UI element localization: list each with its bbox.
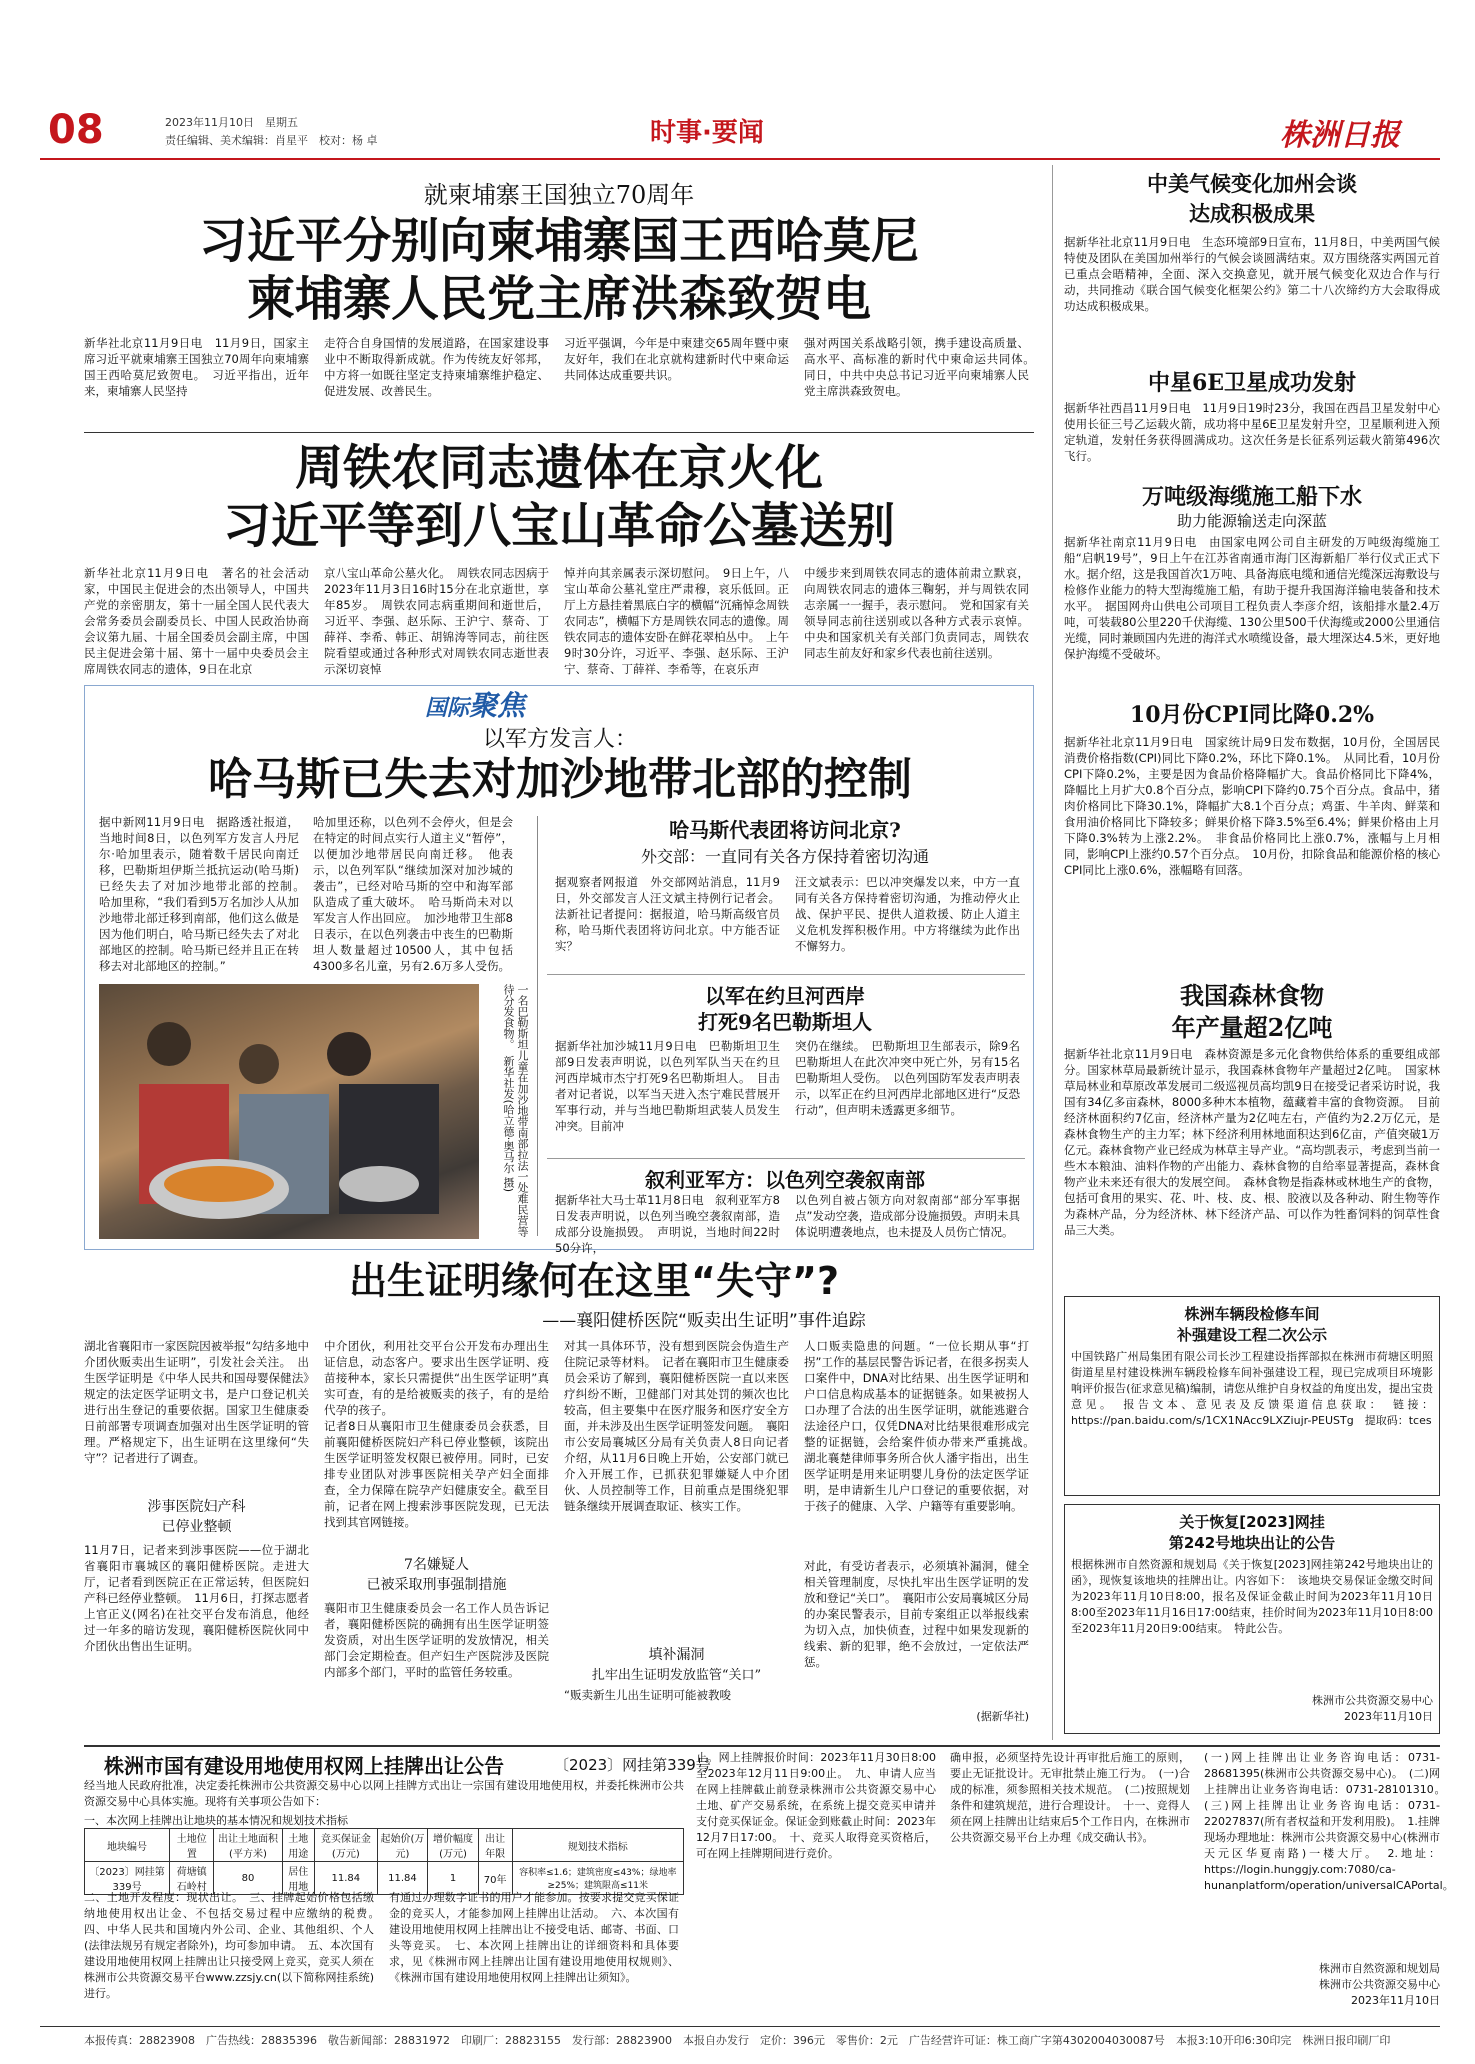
- brief-5-title-2: 年产量超2亿吨: [1171, 1013, 1333, 1042]
- col-header: 竞买保证金(万元): [315, 1829, 377, 1862]
- body-col-1: 新华社北京11月9日电 著名的社会活动家，中国民主促进会的杰出领导人，中国共产党的亲密朋友，第十一届全国人民代表大会常务委员会副委员长、中国人民政治协商会议第九届、十届全国委员会副主席，中国民主促进会第十届、第十一届中央委员会主席周铁农同志的遗体，9日在北京: [84, 566, 309, 676]
- notice-1-body: 中国铁路广州局集团有限公司长沙工程建设指挥部拟在株洲市荷塘区明照街道星星村建设株洲车辆段检修车间补强建设工程，现已完成项目环境影响评价报告(征求意见稿)编制，请您从维护自身权益的角度出发，提出宝贵意见。 报告文本、意见表及反馈渠道信息获取： 链接：https://pan.baidu.com/s/1CX1NAcc9LXZiujr-PEUSTg 提取码：tces: [1071, 1350, 1433, 1427]
- body-col-2: 走符合自身国情的发展道路，在国家建设事业中不断取得新成就。作为传统友好邻邦，中方将一如既往坚定支持柬埔寨维护稳定、促进发展、改善民生。: [324, 336, 549, 398]
- masthead: [40, 108, 1440, 156]
- col3-heading-1: 填补漏洞: [648, 1647, 705, 1663]
- cell: 80: [214, 1862, 282, 1895]
- headline: 哈马斯已失去对加沙地带北部的控制: [208, 754, 912, 805]
- land-col-4: 确申报，必须坚持先设计再审批后施工的原则，要止无证批设计。无审批禁止施工行为。 (一)合成的标准，须参照相关技术规范。 (二)按照规划条件和建筑规范，进行合理设计。 十一、竞得人须在网上挂牌出让结束后5个工作日内，在株洲市公共资源交易平台上办理《成交确认书》。: [950, 1751, 1190, 1844]
- sub2-title-2: 打死9名巴勒斯坦人: [698, 1010, 872, 1034]
- cell: 1: [428, 1862, 479, 1895]
- sub2-col-1: 据新华社加沙城11月9日电 巴勒斯坦卫生部9日发表声明说，以色列军队当天在约旦河西岸城市杰宁打死9名巴勒斯坦人。 目击者对记者说，以军当天进入杰宁难民营展开军事行动，并与当地巴勒斯坦武装人员发生冲突。目前冲: [555, 1039, 780, 1133]
- col-header: 增价幅度(万元): [428, 1829, 479, 1862]
- brief-1-title-1: 中美气候变化加州会谈: [1147, 172, 1357, 196]
- brief-1-title-2: 达成积极成果: [1189, 202, 1315, 226]
- page-number: 08: [48, 107, 104, 153]
- paper-logo: 株洲日报: [1280, 118, 1400, 153]
- brief-5-title-1: 我国森林食物: [1180, 981, 1324, 1010]
- cell: 70年: [478, 1862, 512, 1895]
- col-header: 出让土地面积(平方米): [214, 1829, 282, 1862]
- col1-heading-2: 已停业整顿: [161, 1519, 232, 1535]
- body-col-2: 京八宝山革命公墓火化。 周铁农同志因病于2023年11月3日16时15分在北京逝世，享年85岁。 周铁农同志病重期间和逝世后，习近平、李强、赵乐际、王沪宁、蔡奇、丁薛祥、李希、韩正、胡锦涛等同志，前往医院看望或通过各种形式对周铁农同志逝世表示深切哀悼: [324, 566, 549, 676]
- brief-3-title: 万吨级海缆施工船下水: [1141, 484, 1362, 510]
- cell: 荷塘镇石岭村: [170, 1862, 214, 1895]
- brief-4-body: 据新华社北京11月9日电 国家统计局9日发布数据，10月份，全国居民消费价格指数(CPI)同比下降0.2%，环比下降0.1%。 从同比看，10月份CPI下降0.2%，主要是因为食品价格降幅扩大。食品价格同比下降4%，降幅比上月扩大0.8个百分点，影响CPI下降约0.75个百分点。食品中，猪肉价格同比下降30.1%，降幅扩大8.1个百分点；鸡蛋、牛羊肉、鲜菜和食用油价格同比下降较多；鲜果价格下降3.5%至6.4%；鲜果价格由上月下降0.3%转为上涨2.2%。 非食品价格同比上涨0.7%，涨幅与上月相同，影响CPI上涨约0.57个百分点。 10月份，扣除食品和能源价格的核心CPI同比上涨0.6%，涨幅略有回落。: [1064, 735, 1440, 877]
- section-logo-b: 聚焦: [469, 689, 526, 722]
- brief-2-body: 据新华社西昌11月9日电 11月9日19时23分，我国在西昌卫星发射中心使用长征三号乙运载火箭，成功将中星6E卫星发射升空，卫星顺利进入预定轨道，发射任务获得圆满成功。这次任务是长征系列运载火箭第496次飞行。: [1064, 401, 1440, 463]
- article-birth-certificate: [84, 1258, 1041, 1738]
- col2-text-c: 襄阳市卫生健康委员会一名工作人员告诉记者，襄阳健桥医院的确拥有出生医学证明签发资质，对出生医学证明的发放情况，相关部门会定期检查。但产妇生产医院涉及医院内部多个部门，平时的监管任务较重。: [324, 1601, 549, 1679]
- headline: 出生证明缘何在这里“失守”?: [349, 1259, 839, 1303]
- col-header: 出让年限: [478, 1829, 512, 1862]
- col2-text: 中介团伙，利用社交平台公开发布办理出生证信息，动态客户。要求出生医学证明、疫苗接种本，家长只需提供“出生医学证明”真实可查，有的是给被贩卖的孩子，有的是给代孕的孩子。: [324, 1339, 549, 1417]
- notice-2-date: 2023年11月10日: [1344, 1710, 1433, 1723]
- land-intro: 经当地人民政府批准，决定委托株洲市公共资源交易中心以网上挂牌方式出让一宗国有建设用地使用权，并委托株洲市公共资源交易中心具体实施。现将有关事项公告如下：: [84, 1779, 684, 1808]
- article-congratulation: [84, 175, 1041, 435]
- sub1-col-2: 汪文斌表示：巴以冲突爆发以来，中方一直同有关各方保持着密切沟通，为推动停火止战、保护平民、提供人道救援、防止人道主义危机发挥积极作用。中方将继续为此作出不懈努力。: [795, 875, 1020, 953]
- body-col-3: 习近平强调，今年是中柬建交65周年暨中柬友好年，我们在北京就构建新时代中柬命运共同体达成重要共识。: [564, 336, 789, 382]
- brief-3-body: 据新华社南京11月9日电 由国家电网公司自主研发的万吨级海缆施工船“启帆19号”，9日上午在江苏省南通市海门区海新船厂举行仪式正式下水。据介绍，这是我国首次1万吨、具备海底电缆和通信光缆深远海敷设与检修作业能力的特大型海缆施工船，有助于提升我国海洋输电装备和技术水平。 据国网舟山供电公司项目工程负责人李彦介绍，该船排水量2.4万吨，可装载80公里220千伏海缆、130公里500千伏海缆或2000公里通信光缆，同时兼顾国内先进的海洋式水喷缆设备，最大埋深达4.5米，更好地保护海缆不受破坏。: [1064, 535, 1440, 661]
- brief-3-subtitle: 助力能源输送走向深蓝: [1176, 512, 1327, 530]
- body-col-2: [324, 1338, 549, 1733]
- notice-2-org: 株洲市公共资源交易中心: [1312, 1694, 1433, 1707]
- headline-line-2: 习近平等到八宝山革命公墓送别: [222, 498, 895, 554]
- headline-line-1: 周铁农同志遗体在京火化: [294, 440, 823, 496]
- col2-text-b: 记者8日从襄阳市卫生健康委员会获悉，目前襄阳健桥医院妇产科已停业整顿，该院出生医学证明签发权限已被停用。同时，已安排专业团队对涉事医院相关孕产妇全面排查，全力保障在院孕产妇健康安全。截至目前，记者在网上搜索涉事医院发现，已无法找到其官网链接。: [324, 1419, 549, 1529]
- sub1-title: 哈马斯代表团将访问北京?: [669, 818, 901, 842]
- col-header: 规划技术指标: [512, 1829, 683, 1862]
- body-col-3: 悼并向其亲属表示深切慰问。 9日上午，八宝山革命公墓礼堂庄严肃穆，哀乐低回。正厅上方悬挂着黑底白字的横幅“沉痛悼念周铁农同志”，横幅下方是周铁农同志的遗像。周铁农同志的遗体安卧在鲜花翠柏丛中。 上午9时30分许，习近平、李强、赵乐际、王沪宁、蔡奇、丁薛祥、李希等，在哀乐声: [564, 566, 789, 676]
- body-col-1: [84, 1338, 309, 1733]
- section-logo: [425, 684, 685, 722]
- land-code: 〔2023〕网挂第339号: [554, 1756, 711, 1774]
- land-title: 株洲市国有建设用地使用权网上挂牌出让公告: [104, 1754, 504, 1778]
- sub3-col-1: 据新华社大马士革11月8日电 叙利亚军方8日发表声明说，以色列当晚空袭叙南部，造成部分设施损毁。 声明说，当地时间22时50分许，: [555, 1193, 780, 1255]
- land-org: 株洲市自然资源和规划局: [1319, 1962, 1440, 1975]
- brief-4-title: 10月份CPI同比降0.2%: [1129, 702, 1375, 728]
- cell: 容积率≤1.6；建筑密度≤43%；绿地率≥25%；建筑限高≤11米: [512, 1862, 683, 1895]
- brief-5-body: 据新华社北京11月9日电 森林资源是多元化食物供给体系的重要组成部分。国家林草局最新统计显示，我国森林食物年产量超过2亿吨。 国家林草局林业和草原改革发展司二级巡视员高均凯9日在接受记者采访时说，我国有34亿多亩森林，8000多种木本植物，蕴藏着丰富的食物资源。 目前经济林面积约7亿亩，经济林产量为2亿吨左右，产值约为2.2万亿元，是森林食物生产的主力军；林下经济利用林地面积达到6亿亩，产值突破1万亿元。森林食物产业已经成为林草主导产业。“高均凯表示，考虑到当前一些木本粮油、油料作物的产出能力、森林食物的自给率显著提高，森林食物产业未来还有很大的发展空间。 森林食物是指森林或林地生产的食物，包括可食用的果实、花、叶、枝、皮、根、胶液以及各种动、附生物等作为森林产品，分为经济林、林下经济产品、可以作为牲畜饲料的饲草性食品三大类。: [1064, 1047, 1440, 1237]
- editors-credit: 责任编辑、美术编辑：肖星平 校对：杨 卓: [165, 134, 378, 147]
- sub2-title-1: 以军在约旦河西岸: [705, 984, 865, 1008]
- land-org-2: 株洲市公共资源交易中心: [1319, 1978, 1440, 1991]
- news-photo: [99, 984, 479, 1239]
- notice-1-title-2: 补强建设工程二次公示: [1176, 1326, 1327, 1344]
- notice-railway: [1064, 1296, 1440, 1496]
- notice-land-restore: [1064, 1504, 1440, 1734]
- land-announcement: [84, 1750, 1454, 2022]
- photo-caption: 一名巴勒斯坦儿童在加沙地带南部拉法一处难民营等待分发食物。 新华社发(哈立德·奥马尔 摄): [502, 984, 529, 1237]
- article-kicker: 以军方发言人：: [482, 727, 637, 752]
- notice-1-title-1: 株洲车辆段检修车间: [1184, 1305, 1320, 1323]
- photo-illustration: [99, 984, 479, 1239]
- land-date: 2023年11月10日: [1351, 1994, 1440, 2007]
- article-kicker: 就柬埔寨王国独立70周年: [423, 181, 695, 209]
- col4-text-b: 对此，有受访者表示，必须填补漏洞，健全相关管理制度，尽快扎牢出生医学证明的发放和登记“关口”。 襄阳市公安局襄城区分局的办案民警表示，目前专案组正以举报线索为切入点，加快侦查，过程中如果发现新的线索、新的犯罪，绝不会放过，一定依法严惩。: [804, 1559, 1029, 1669]
- section-name: 时事·要闻: [650, 118, 764, 148]
- col-header: 地块编号: [85, 1829, 170, 1862]
- land-table: [84, 1828, 684, 1895]
- col4-text: 人口贩卖隐患的问题。“一位长期从事“打拐”工作的基层民警告诉记者，在很多拐卖人口案件中，DNA对比结果、出生医学证明和户口信息构成基本的证据链条。如果被拐人口办理了合法的出生医学证明，就能逃避合法途径户口，仅凭DNA对比结果很难形成完整的证据链，会给案件侦办带来严重挑战。 湖北襄楚律师事务所合伙人潘宇指出，出生医学证明是用来证明婴儿身份的法定医学证明，是申请新生儿户口登记的重要依据，对于孩子的健康、入学、户籍等有重要影响。: [804, 1339, 1041, 1513]
- cell: 〔2023〕网挂第339号: [85, 1862, 170, 1895]
- sub2-col-2: 突仍在继续。 巴勒斯坦卫生部表示，除9名巴勒斯坦人在此次冲突中死亡外，另有15名巴勒斯坦人受伤。 以色列国防军发表声明表示，以军正在约旦河西岸北部地区进行“反恐行动”，但声明未透露更多细节。: [795, 1039, 1020, 1117]
- sub1-col-1: 据观察者网报道 外交部网站消息，11月9日，外交部发言人汪文斌主持例行记者会。法新社记者提问：据报道，哈马斯高级官员称，哈马斯代表团将访问北京。中方能否证实？: [555, 875, 780, 953]
- footer-info: 本报传真：28823908 广告热线：28835396 敬告新闻部：28831972 印刷厂：28823155 发行部：28823900 本报自办发行 定价：396元 零售价：2元 广告经营许可证：株工商广字第4302004030087号 本报3:10开印6:30印完 株洲日报印刷厂印: [84, 2034, 1391, 2047]
- col-header: 土地位置: [170, 1829, 214, 1862]
- cell: 11.84: [315, 1862, 377, 1895]
- international-focus: [84, 685, 1034, 1255]
- notice-2-body: 根据株洲市自然资源和规划局《关于恢复[2023]网挂第242号地块出让的函》，现恢复该地块的挂牌出让。内容如下： 该地块交易保证金缴交时间为2023年11月10日8:00，报名及保证金截止时间为2023年11月10日8:00至2023年11月16日17:00结束，挂价时间为2023年11月10日8:00至2023年11月20日9:00结束。 特此公告。: [1071, 1558, 1433, 1635]
- sub1-kicker: 外交部：一直同有关各方保持着密切沟通: [640, 847, 929, 866]
- notice-2-title-1: 关于恢复[2023]网挂: [1179, 1513, 1325, 1531]
- col2-heading-2: 已被采取刑事强制措施: [366, 1577, 507, 1593]
- headline-line-2: 柬埔寨人民党主席洪森致贺电: [246, 271, 871, 327]
- land-col-1: 二、土地开发程度：现状出让。 三、挂牌起始价格包括缴纳地使用权出让金、不包括交易过程中应缴纳的税费。 四、中华人民共和国境内外公司、企业、其他组织、个人(法律法规另有规定者除外)，均可参加申请。 五、本次国有建设用地使用权网上挂牌出让只接受网上竞买，竞买人须在株洲市公共资源交易平台www.zzsjy.cn(以下简称网挂系统)进行。: [84, 1891, 385, 2000]
- body-col-2: 哈加里还称，以色列不会停火，但是会在特定的时间点实行人道主义“暂停”，以便加沙地带居民向南迁移。 他表示，以色列军队“继续加深对加沙城的袭击”，已经对哈马斯的空中和海军部队造成了重大破坏。 哈马斯尚未对以军发言人作出回应。 加沙地带卫生部8日表示，在以色列袭击中丧生的巴勒斯坦人数量超过10500人，其中包括4300多名儿童，另有2.6万多人受伤。: [313, 815, 513, 973]
- col1-heading-1: 涉事医院妇产科: [147, 1499, 246, 1515]
- right-column: [1064, 168, 1440, 1738]
- subheadline: ——襄阳健桥医院“贩卖出生证明”事件追踪: [542, 1311, 866, 1331]
- land-col-5-text: (一)网上挂牌出让业务咨询电话：0731-28681395(株洲市公共资源交易中心)。 (二)网上挂牌出让业务咨询电话：0731-28101310。 (三)网上挂牌出让业务咨询电话：0731-22027837(所有者权益和开发利用股)。 1.挂牌现场办理地址：株洲市公共资源交易中心(株洲市天元区华夏南路)一楼大厅。 2.地址：https://login.hunggjy.com:7080/ca-hunanplatform/operation/universalCAPortal。: [1204, 1751, 1454, 1892]
- land-col-2: 有通过办理数字证书的用户才能参加。按要求提交竞买保证金的竞买人，才能参加网上挂牌出让活动。 六、本次国有建设用地使用权网上挂牌出让不接受电话、邮寄、书面、口头等竞买。 七、本次网上挂牌出让的详细资料和具体要求，见《株洲市网上挂牌出让国有建设用地使用权规则》、《株洲市国有建设用地使用权网上挂牌出让须知》。: [389, 1891, 679, 1984]
- body-col-1: 新华社北京11月9日电 11月9日，国家主席习近平就柬埔寨王国独立70周年向柬埔寨国王西哈莫尼致贺电。 习近平指出，近年来，柬埔寨人民坚持: [84, 336, 309, 398]
- body-col-4: [804, 1338, 1041, 1733]
- section-logo-a: 国际: [425, 696, 470, 721]
- sub3-title: 叙利亚军方：以色列空袭叙南部: [645, 1168, 925, 1192]
- col1-text-b: 11月7日，记者来到涉事医院——位于湖北省襄阳市襄城区的襄阳健桥医院。走进大厅，记者看到医院正在正常运转，但医院妇产科已经停业整顿。 11月6日，打探志愿者上官正义(网名)在社交平台发布消息，他经过一年多的暗访发现，襄阳健桥医院伙同中介团伙出售出生证明。: [84, 1543, 309, 1653]
- land-item-1: 一、本次网上挂牌出让地块的基本情况和规划技术指标: [84, 1814, 348, 1827]
- cell: 11.84: [377, 1862, 428, 1895]
- land-col-5: [1204, 1750, 1454, 2020]
- issue-date: 2023年11月10日 星期五: [165, 116, 298, 129]
- col-header: 起始价(万元): [377, 1829, 428, 1862]
- body-col-3: [564, 1338, 789, 1733]
- col-header: 土地用途: [282, 1829, 315, 1862]
- body-col-4: 中缓步来到周铁农同志的遗体前肃立默哀，向周铁农同志的遗体三鞠躬，并与周铁农同志亲属一一握手，表示慰问。 党和国家有关领导同志前往送别或以各种方式表示哀悼。中央和国家机关有关部门负责同志，周铁农同志生前友好和家乡代表也前往送别。: [804, 566, 1029, 660]
- col3-text: 对其一具体环节，没有想到医院会伪造生产住院记录等材料。 记者在襄阳市卫生健康委员会采访了解到，襄阳健桥医院一直以来医疗纠纷不断，卫健部门对其处罚的频次也比较高，但主要集中在医疗服务和医疗安全方面，并未涉及出生医学证明签发问题。 襄阳市公安局襄城区分局有关负责人8日向记者介绍，从11月6日晚上开始，公安部门就已介入开展工作，已抓获犯罪嫌疑人中介团伙、人员控制等工作，目前重点是围绕犯罪链条继续开展调查取证、核实工作。: [564, 1339, 789, 1513]
- col1-text: 湖北省襄阳市一家医院因被举报“勾结多地中介团伙贩卖出生证明”，引发社会关注。 出生医学证明是《中华人民共和国母婴保健法》规定的法定医学证明文书，是户口登记机关进行出生登记的重要依据。国家卫生健康委日前部署专项调查加强对出生医学证明的管理。严格规定下，出生证明在这里缘何“失守”？记者进行了调查。: [84, 1339, 309, 1465]
- brief-2-title: 中星6E卫星成功发射: [1147, 370, 1357, 396]
- sub3-col-2: 以色列自被占领方向对叙南部“部分军事据点”发动空袭，造成部分设施损毁。声明未具体说明遭袭地点，也未提及人员伤亡情况。: [795, 1193, 1020, 1239]
- body-col-4: 强对两国关系战略引领，携手建设高质量、高水平、高标准的新时代中柬命运共同体。 同日，中共中央总书记习近平向柬埔寨人民党主席洪森致贺电。: [804, 336, 1041, 398]
- land-col-3: 止。网上挂牌报价时间：2023年11月30日8:00至2023年12月11日9:00止。 九、申请人应当在网上挂牌截止前登录株洲市公共资源交易中心土地、矿产交易系统，在系统上提交竞买申请并支付竞买保证金。保证金到账截止时间：2023年12月7日17:00。 十、竞买人取得竞买资格后，可在网上挂牌期间进行竞价。: [696, 1751, 936, 1860]
- col3-text-b: “贩卖新生儿出生证明可能被教唆: [564, 1688, 731, 1702]
- col2-heading-1: 7名嫌疑人: [404, 1557, 469, 1573]
- article-farewell: [84, 440, 1034, 680]
- cell: 居住用地: [282, 1862, 315, 1895]
- notice-2-title-2: 第242号地块出让的公告: [1168, 1534, 1336, 1552]
- col3-heading-2: 扎牢出生证明发放监管“关口”: [591, 1668, 762, 1683]
- headline-line-1: 习近平分别向柬埔寨国王西哈莫尼: [198, 213, 919, 269]
- brief-1-body: 据新华社北京11月9日电 生态环境部9日宣布，11月8日，中美两国气候特使及团队在美国加州举行的气候会谈圆满结束。双方围绕落实两国元首已重点会晤精神，全面、深入交换意见，就开展气候变化双边合作与行动，共同推动《联合国气候变化框架公约》第二十八次缔约方大会取得成功达成积极成果。: [1064, 235, 1440, 313]
- byline: (据新华社): [976, 1710, 1029, 1723]
- body-col-1: 据中新网11月9日电 据路透社报道，当地时间8日，以色列军方发言人丹尼尔·哈加里表示，随着数千居民向南迁移，巴勒斯坦伊斯兰抵抗运动(哈马斯)已经失去了对加沙地带北部的控制。 哈加里称，“我们看到5万名加沙人从加沙地带北部迁移到南部，他们这么做是因为他们明白，哈马斯已经失去了对北部地区的控制。哈马斯已经并且正在转移去对北部地区的控制。”: [99, 815, 311, 973]
